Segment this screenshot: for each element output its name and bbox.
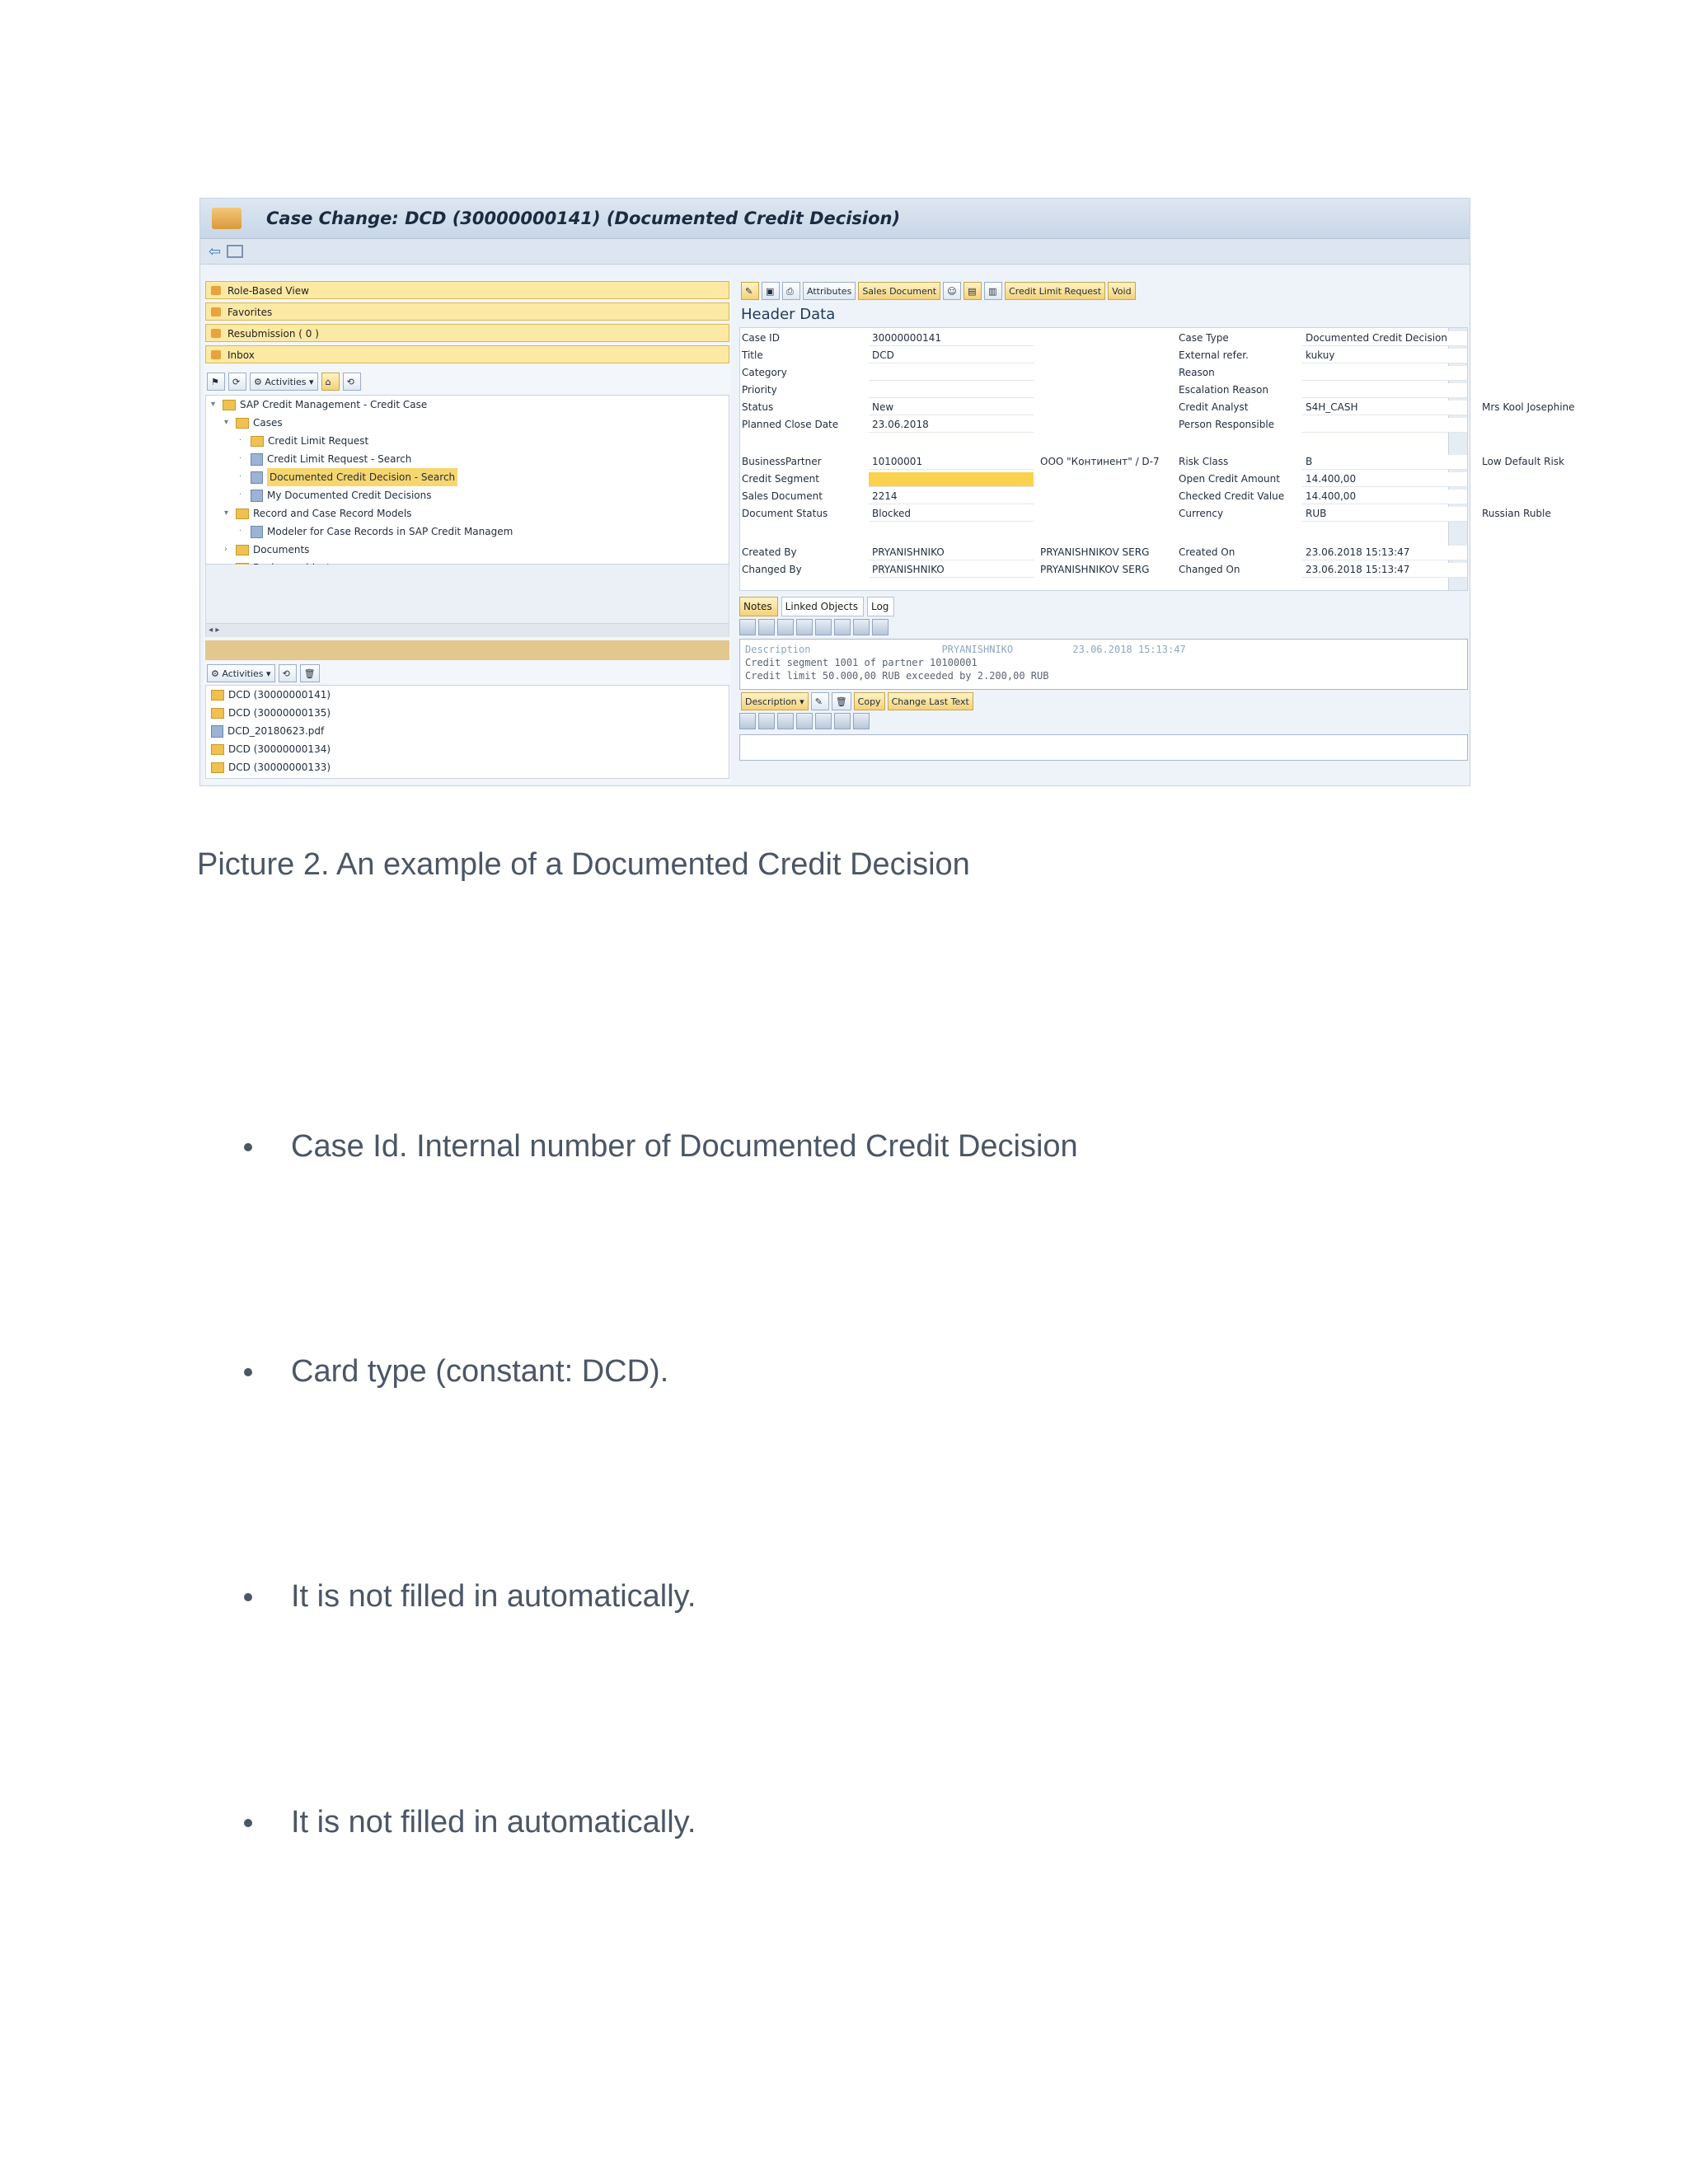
field-label: Title [742,349,763,361]
section-title: Header Data [741,306,836,323]
folder-icon [211,708,224,719]
text-toolbar [739,691,1468,711]
field-description: PRYANISHNIKOV SERG [1040,546,1150,558]
navigation-panel [204,279,731,784]
text-tool-icon[interactable] [815,619,832,635]
folder-icon [236,545,249,555]
tree-node[interactable]: · Modeler for Case Records in SAP Credit Managem [239,526,513,537]
tree-node[interactable]: · My Documented Credit Decisions [239,490,432,501]
field-label: Checked Credit Value [1179,490,1285,502]
field-label: BusinessPartner [742,456,822,467]
save-icon[interactable]: ▣ [762,282,780,300]
field-label: Open Credit Amount [1179,473,1280,485]
case-tree [205,395,729,565]
window-title: Case Change: DCD (30000000141) (Documented Credit Decision) [266,209,901,228]
bullet-dot [244,1368,252,1376]
doc-icon[interactable]: ▥ [984,282,1002,300]
form-row [740,544,1447,561]
change-last-text-button[interactable]: Change Last Text [888,692,973,710]
text-tool-icon[interactable] [777,713,794,729]
field-description: ООО "Континент" / D-7 [1040,456,1160,467]
field-value: 10100001 [872,456,923,467]
folder-icon [211,744,224,755]
field-label: Sales Document [742,490,823,502]
field-description: PRYANISHNIKOV SERG [1040,564,1150,575]
tree-node[interactable]: ▾ SAP Credit Management - Credit Case [211,399,428,410]
description-dropdown[interactable]: Description ▾ [741,692,809,710]
document-icon [211,725,223,738]
field-label: Case Type [1179,332,1229,344]
worklist-toolbar [204,662,731,685]
edit-text-icon[interactable]: ✎ [811,692,829,710]
notes-header: Description PRYANISHNIKO 23.06.2018 15:13:47 [745,644,1186,655]
text-tool-icon[interactable] [739,619,756,635]
field-value: 14.400,00 [1306,473,1357,485]
void-button[interactable]: Void [1108,282,1135,300]
resubmission-button[interactable]: Resubmission ( 0 ) [205,324,729,342]
field-label: Credit Segment [742,473,819,485]
sales-document-button[interactable]: Sales Document [858,282,940,300]
field-description: Russian Ruble [1482,508,1551,519]
field-value: New [872,401,894,413]
tab-linked-objects[interactable]: Linked Objects [781,597,864,616]
field-value: 23.06.2018 [872,419,929,430]
folder-icon [236,418,249,429]
form-row [740,471,1447,488]
field-label: Person Responsible [1179,419,1275,430]
text-tool-icon[interactable] [758,713,775,729]
tab-notes[interactable]: Notes [739,597,778,616]
notes-text[interactable] [739,639,1468,690]
modeler-icon [251,526,263,538]
note-icon[interactable]: ▤ [964,282,982,300]
field-label: Currency [1179,508,1224,519]
field-label: Status [742,401,774,413]
text-tool-icon[interactable] [872,619,889,635]
new-folder-icon[interactable]: ⌂ [321,373,340,391]
favorites-button[interactable]: Favorites [205,302,729,321]
text-tool-icon[interactable] [853,619,870,635]
field-value: Documented Credit Decision [1306,332,1447,344]
app-icon [212,208,241,229]
field-label: Category [742,367,787,378]
activities-button[interactable]: ⚙ Activities ▾ [250,373,318,391]
field-label: Changed By [742,564,802,575]
text-icon-row [739,711,1468,731]
worklist [205,685,729,779]
form-row [740,382,1447,399]
form-row [740,416,1447,434]
field-value: 30000000141 [872,332,941,344]
delete-text-icon[interactable]: 🗑 [832,692,851,710]
field-input[interactable] [1302,418,1467,433]
field-value: PRYANISHNIKO [872,564,945,575]
text-tool-icon[interactable] [796,713,813,729]
folder-icon [251,436,264,447]
field-value: PRYANISHNIKO [872,546,945,558]
field-input[interactable] [1302,507,1467,522]
folder-icon [211,762,224,773]
field-input[interactable] [1302,366,1467,381]
field-input[interactable] [1302,383,1467,398]
worklist-header [205,640,729,660]
notes-toolbar [739,617,1468,637]
field-input[interactable] [869,366,1034,381]
attributes-button[interactable]: Attributes [803,282,856,300]
field-label: Document Status [742,508,828,519]
activities-button[interactable]: ⚙ Activities ▾ [207,664,275,682]
form-row [740,347,1447,364]
search-page-icon [251,490,263,502]
text-tool-icon[interactable] [777,619,794,635]
picture-caption: Picture 2. An example of a Documented Credit Decision [197,847,970,882]
field-value: S4H_CASH [1306,401,1358,413]
field-label: External refer. [1179,349,1249,361]
field-label: Priority [742,384,777,396]
field-value: 2214 [872,490,898,502]
nav-bar [200,239,1470,265]
refresh-icon[interactable]: ⟳ [228,373,246,391]
tree-toolbar [204,370,731,393]
search-page-icon [251,471,263,484]
settings-icon[interactable]: ⟲ [343,373,361,391]
field-value: B [1306,456,1313,467]
search-page-icon [251,453,263,466]
tree-node[interactable]: ▾ Cases [224,417,283,429]
field-input[interactable] [869,383,1034,398]
field-label: Created By [742,546,797,558]
folder-icon [223,400,236,410]
form-row [740,364,1447,382]
list-item[interactable]: DCD (30000000133) [206,758,729,776]
sap-screenshot [199,198,1575,786]
field-label: Credit Analyst [1179,401,1249,413]
copy-button[interactable]: Copy [854,692,885,710]
horizontal-scrollbar[interactable]: ◂ ▸ [206,623,729,637]
delete-icon[interactable]: 🗑 [300,664,320,682]
tree-node[interactable]: · Credit Limit Request [239,435,369,447]
field-value: Blocked [872,508,912,519]
bullet-item: It is not filled in automatically. [244,1579,696,1615]
bullet-dot [244,1819,252,1827]
bullet-dot [244,1143,252,1151]
form-row [740,399,1575,416]
notes-line: Credit segment 1001 of partner 10100001 [745,657,978,668]
field-description: Mrs Kool Josephine [1482,401,1575,413]
bullet-dot [244,1593,252,1601]
tree-node[interactable]: › Documents [224,544,310,555]
field-label: Case ID [742,332,780,344]
form-row [740,561,1447,579]
bullet-item: It is not filled in automatically. [244,1805,696,1840]
field-description: Low Default Risk [1482,456,1564,467]
case-toolbar [739,279,1468,302]
tree-node[interactable]: ▾ Record and Case Record Models [224,508,412,519]
tab-strip [739,596,1468,617]
text-tool-icon[interactable] [853,713,870,729]
form-row [740,453,1564,471]
print-icon[interactable]: ⎙ [782,282,800,300]
folder-icon [236,509,249,519]
text-tool-icon[interactable] [834,713,851,729]
refresh-icon[interactable]: ⟲ [279,664,297,682]
field-label: Escalation Reason [1179,384,1269,396]
layout-toggle-icon[interactable] [227,245,243,258]
field-label: Changed On [1179,564,1240,575]
field-label: Planned Close Date [742,419,839,430]
field-value: RUB [1306,508,1327,519]
bullet-item: Card type (constant: DCD). [244,1354,668,1390]
text-tool-icon[interactable] [834,619,851,635]
text-tool-icon[interactable] [758,619,775,635]
list-item[interactable]: DCD (30000000135) [206,704,729,722]
list-item[interactable]: DCD_20180623.pdf [206,722,729,740]
field-label: Risk Class [1179,456,1229,467]
new-text-input[interactable] [739,734,1468,761]
edit-icon[interactable]: ✎ [741,282,759,300]
filter-icon[interactable]: ⚑ [207,373,225,391]
form-row [740,505,1551,523]
text-tool-icon[interactable] [815,713,832,729]
field-value: 14.400,00 [1306,490,1357,502]
field-value: 23.06.2018 15:13:47 [1306,564,1410,575]
folder-icon [211,690,224,701]
notes-line: Credit limit 50.000,00 RUB exceeded by 2.200,00 RUB [745,670,1049,682]
field-input[interactable] [869,472,1034,487]
back-arrow-icon[interactable]: ⇦ [209,242,222,260]
field-value: kukuy [1306,349,1335,361]
text-tool-icon[interactable] [739,713,756,729]
field-input[interactable] [1302,455,1467,470]
field-value: 23.06.2018 15:13:47 [1306,546,1410,558]
role-based-view-button[interactable]: Role-Based View [205,281,729,299]
field-label: Created On [1179,546,1236,558]
list-item[interactable]: DCD (30000000134) [206,740,729,758]
inbox-button[interactable]: Inbox [205,345,729,363]
field-label: Reason [1179,367,1215,378]
form-row [740,488,1447,505]
tree-node[interactable]: · Credit Limit Request - Search [239,453,412,465]
field-value: DCD [872,349,894,361]
window-titlebar [200,199,1470,239]
tab-log[interactable]: Log [867,597,894,616]
tree-empty-area [205,565,729,637]
case-detail-panel [739,279,1575,784]
bullet-item: Case Id. Internal number of Documented Credit Decision [244,1129,1078,1165]
list-item[interactable]: DCD (30000000141) [206,686,729,704]
text-tool-icon[interactable] [796,619,813,635]
person-icon[interactable]: ☺ [943,282,961,300]
tree-node-selected[interactable]: · Documented Credit Decision - Search [206,468,729,486]
credit-limit-request-button[interactable]: Credit Limit Request [1005,282,1105,300]
form-row [740,330,1447,347]
header-data-form [739,327,1575,591]
